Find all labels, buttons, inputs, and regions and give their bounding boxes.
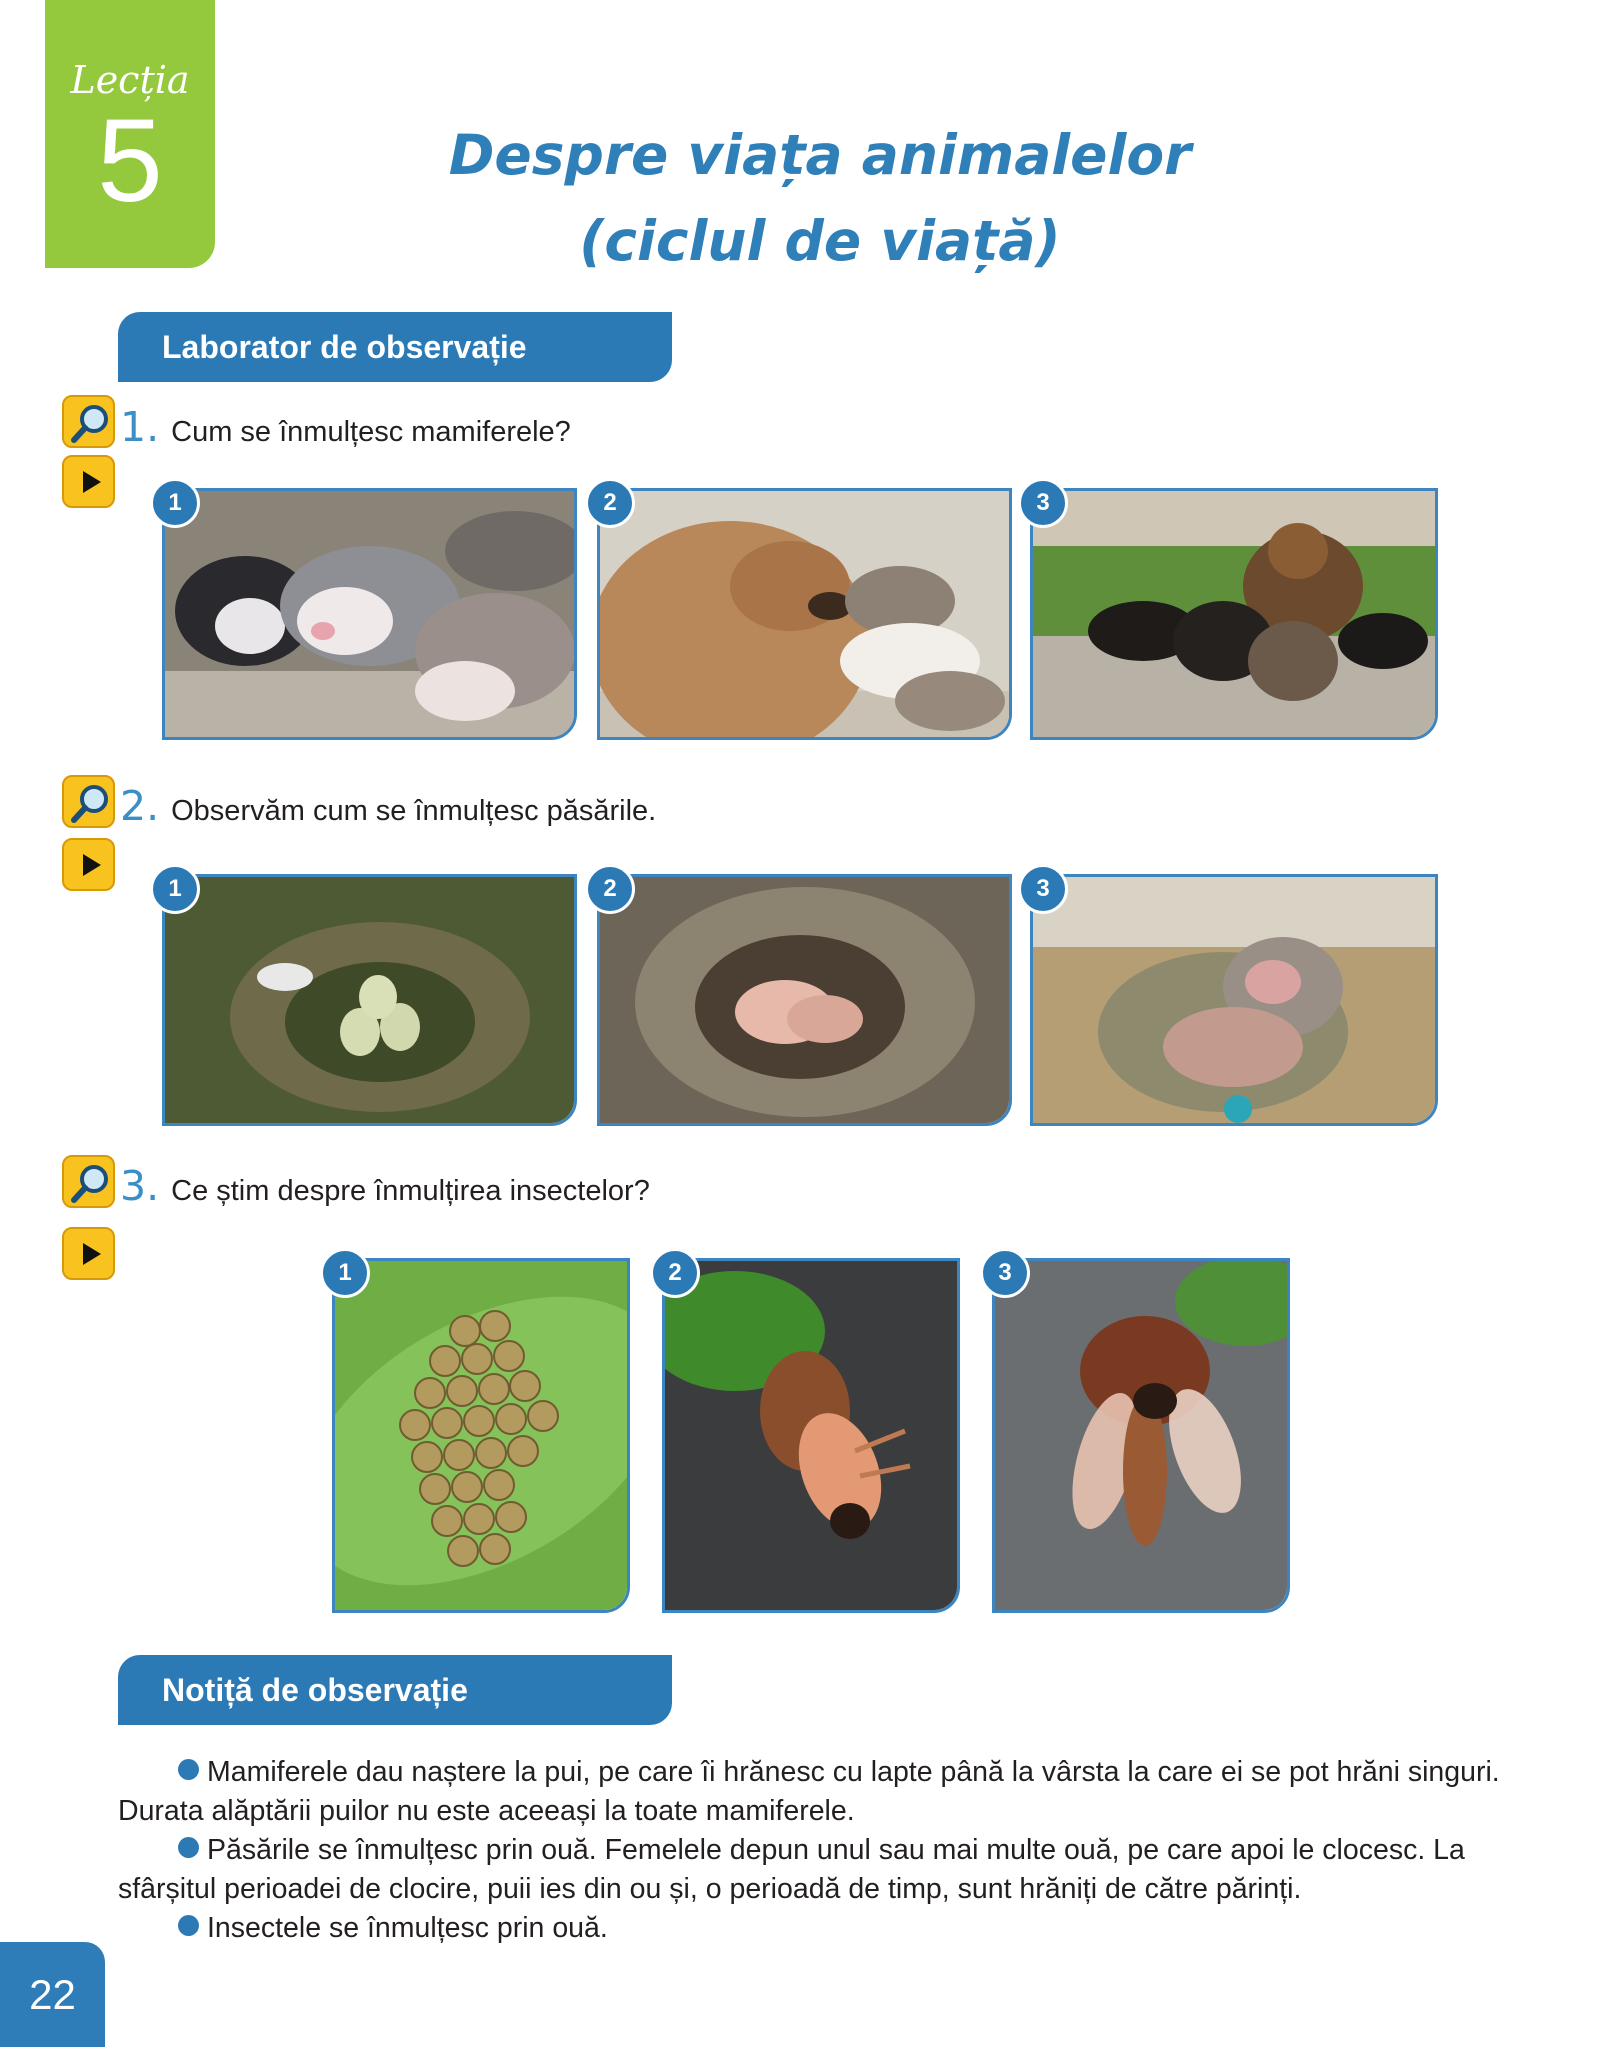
bullet-dot-icon: [178, 1837, 199, 1858]
bullet-dot-icon: [178, 1759, 199, 1780]
lesson-tab: [45, 0, 215, 268]
lesson-number: 5: [97, 95, 163, 227]
question-2-text: Observăm cum se înmulțesc păsările.: [171, 795, 657, 827]
photo-insect-eggs: [332, 1258, 630, 1613]
question-1: [120, 403, 571, 451]
image-badge-3: 3: [1018, 478, 1068, 528]
image-badge-3: 3: [980, 1248, 1030, 1298]
photo-cicada-emerging: [662, 1258, 960, 1613]
note-paragraph: [118, 1831, 1503, 1909]
magnifier-icon[interactable]: [62, 775, 115, 828]
image-badge-2: 2: [650, 1248, 700, 1298]
image-badge-3: 3: [1018, 864, 1068, 914]
magnifier-icon[interactable]: [62, 1155, 115, 1208]
photo-adult-cicada: [992, 1258, 1290, 1613]
play-icon[interactable]: [62, 1227, 115, 1280]
question-1-text: Cum se înmulțesc mamiferele?: [171, 416, 571, 448]
note-paragraph: [118, 1753, 1503, 1831]
question-3: [120, 1162, 650, 1210]
image-badge-2: 2: [585, 864, 635, 914]
question-3-number: 3.: [120, 1162, 160, 1210]
page-number: 22: [0, 1942, 105, 2047]
note-paragraph: [118, 1909, 1503, 1948]
image-badge-1: 1: [150, 478, 200, 528]
section-heading-notita: Notiță de observație: [118, 1655, 672, 1725]
page-title-line1: Despre viața animalelor: [448, 123, 1192, 187]
question-2-number: 2.: [120, 782, 160, 830]
note-text-mamifere: Mamiferele dau naștere la pui, pe care îi hrănesc cu lapte până la vârsta la care ei se pot hrăni singuri. Durata alăptării puilor nu este aceeași la toate mamiferele.: [118, 1756, 1500, 1827]
note-text-insecte: Insectele se înmulțesc prin ouă.: [207, 1912, 608, 1944]
photo-dog-nursing: [597, 488, 1012, 740]
photo-eggs-in-nest: [162, 874, 577, 1126]
play-icon[interactable]: [62, 455, 115, 508]
photo-pigeon-chick: [1030, 874, 1438, 1126]
bullet-dot-icon: [178, 1915, 199, 1936]
image-badge-1: 1: [320, 1248, 370, 1298]
question-2: [120, 782, 656, 830]
section-heading-laborator: Laborator de observație: [118, 312, 672, 382]
photo-newborn-puppies: [162, 488, 577, 740]
page-title: [320, 112, 1320, 284]
photo-hatchlings-in-nest: [597, 874, 1012, 1126]
play-icon[interactable]: [62, 838, 115, 891]
lesson-label: Lecția: [70, 58, 190, 102]
photo-dog-with-puppies: [1030, 488, 1438, 740]
magnifier-icon[interactable]: [62, 395, 115, 448]
note-text-pasari: Păsările se înmulțesc prin ouă. Femelele depun unul sau mai multe ouă, pe care apoi le clocesc. La sfârșitul perioadei de clocire, puii ies din ou și, o perioadă de timp, sunt hrăniți de către părinți.: [118, 1834, 1465, 1905]
image-badge-1: 1: [150, 864, 200, 914]
question-1-number: 1.: [120, 403, 160, 451]
image-badge-2: 2: [585, 478, 635, 528]
page-title-line2: (ciclul de viață): [579, 209, 1061, 273]
observation-notes: [118, 1753, 1503, 1948]
question-3-text: Ce știm despre înmulțirea insectelor?: [171, 1175, 650, 1207]
